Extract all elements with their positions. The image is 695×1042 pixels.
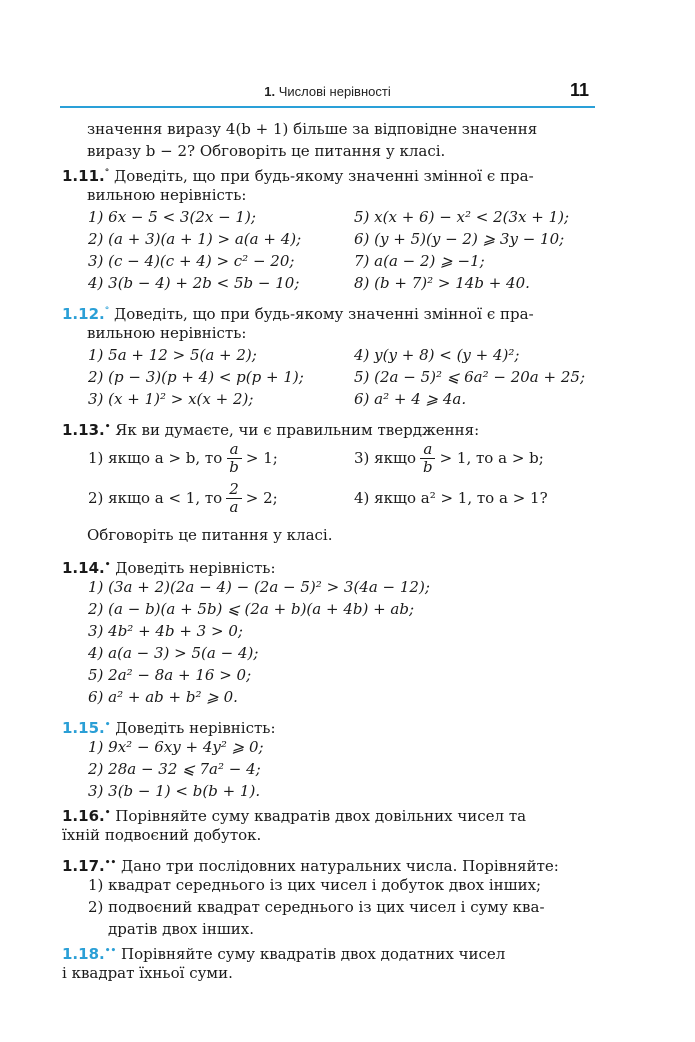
item: 6) a² + ab + b² ⩾ 0. (88, 688, 238, 706)
exercise-1-12-row (62, 366, 596, 388)
exercise-1-11-row (62, 250, 596, 272)
item: 2) 28a − 32 ⩽ 7a² − 4; (88, 760, 261, 778)
section-number: 1. (264, 84, 276, 99)
item: 4) 3(b − 4) + 2b < 5b − 10; (88, 274, 300, 292)
item: 4) y(y + 8) < (y + 4)²; (354, 346, 520, 364)
exercise-1-11-row (62, 272, 596, 294)
item: 4) якщо a² > 1, то a > 1? (354, 489, 548, 507)
fraction: $\frac{2}{a}$ (226, 481, 242, 516)
item: 4) a(a − 3) > 5(a − 4); (88, 644, 259, 662)
exercise-text: Доведіть нерівність: (115, 559, 276, 577)
item: 6) a² + 4 ⩾ 4a. (354, 390, 467, 408)
page-number: 11 (569, 80, 589, 100)
item: 3) 4b² + 4b + 3 > 0; (88, 622, 243, 640)
item: 1) якщо a > b, то $\frac{a}{b}$ > 1; (88, 439, 278, 476)
item: 1) 9x² − 6xy + 4y² ⩾ 0; (88, 738, 264, 756)
exercise-1-11-heading (62, 162, 596, 184)
exercise-number: 1.14.• (62, 559, 111, 577)
exercise-number: 1.12.° (62, 305, 110, 323)
item: 6) (y + 5)(y − 2) ⩾ 3y − 10; (354, 230, 565, 248)
item: 2) (a + 3)(a + 1) > a(a + 4); (88, 230, 302, 248)
item: 5) (2a − 5)² ⩽ 6a² − 20a + 25; (354, 368, 585, 386)
item: 7) a(a − 2) ⩾ −1; (354, 252, 485, 270)
item: 3) (c − 4)(c + 4) > c² − 20; (88, 252, 295, 270)
exercise-1-13-heading (62, 416, 596, 438)
exercise-number: 1.16.• (62, 807, 111, 825)
page-content (62, 118, 596, 984)
fraction: $\frac{a}{b}$ (226, 441, 242, 476)
item: 1) 6x − 5 < 3(2x − 1); (88, 208, 256, 226)
exercise-1-15-heading (62, 714, 596, 736)
header-rule (60, 106, 595, 108)
exercise-text: Дано три послідовних натуральних числа. Порівняйте: (121, 857, 559, 875)
exercise-text: Порівняйте суму квадратів двох додатних чисел (121, 945, 506, 963)
exercise-1-13-row (62, 438, 596, 478)
item: 5) x(x + 6) − x² < 2(3x + 1); (354, 208, 570, 226)
exercise-1-16-heading (62, 802, 596, 824)
exercise-1-12-row (62, 344, 596, 366)
intro-line-1: значення виразу 4(b + 1) більше за відповідне значення (87, 120, 538, 138)
exercise-text-cont: вильною нерівність: (87, 324, 247, 342)
exercise-1-12-row (62, 388, 596, 410)
exercise-number: 1.15.• (62, 719, 111, 737)
exercise-1-13-outro: Обговоріть це питання у класі. (87, 526, 333, 544)
exercise-1-11-row (62, 206, 596, 228)
exercise-1-17-heading (62, 852, 596, 874)
fraction: $\frac{a}{b}$ (420, 441, 436, 476)
exercise-1-12-heading (62, 300, 596, 322)
exercise-text-cont: їхній подвоєний добуток. (62, 826, 262, 844)
exercise-1-18-heading (62, 940, 596, 962)
exercise-text: Доведіть, що при будь-якому значенні змінної є пра- (114, 167, 534, 185)
item: 1) квадрат середнього із цих чисел і добуток двох інших; (88, 876, 542, 894)
exercise-1-14-heading (62, 554, 596, 576)
item: 2) подвоєний квадрат середнього із цих чисел і суму ква- (88, 898, 545, 916)
item: 2) (a − b)(a + 5b) ⩽ (2a + b)(a + 4b) + ab; (88, 600, 415, 618)
item: 3) якщо $\frac{a}{b}$ > 1, то a > b; (354, 439, 544, 476)
exercise-number: 1.17.•• (62, 857, 117, 875)
item: 1) (3a + 2)(2a − 4) − (2a − 5)² > 3(4a − 12); (88, 578, 430, 596)
section-title-text: Числові нерівності (278, 84, 391, 99)
item: 1) 5a + 12 > 5(a + 2); (88, 346, 257, 364)
exercise-text: Доведіть нерівність: (115, 719, 276, 737)
exercise-number: 1.18.•• (62, 945, 117, 963)
item: 2) (p − 3)(p + 4) < p(p + 1); (88, 368, 304, 386)
exercise-text-cont: і квадрат їхньої суми. (62, 964, 233, 982)
item: 8) (b + 7)² > 14b + 40. (354, 274, 530, 292)
exercise-text-cont: вильною нерівність: (87, 186, 247, 204)
exercise-text: Порівняйте суму квадратів двох довільних чисел та (115, 807, 527, 825)
intro-line-2: виразу b − 2? Обговоріть це питання у класі. (87, 142, 446, 160)
exercise-text: Доведіть, що при будь-якому значенні змінної є пра- (114, 305, 534, 323)
item: 2) якщо a < 1, то $\frac{2}{a}$ > 2; (88, 479, 278, 516)
item-cont: дратів двох інших. (108, 920, 254, 938)
item: 3) (x + 1)² > x(x + 2); (88, 390, 254, 408)
item: 5) 2a² − 8a + 16 > 0; (88, 666, 252, 684)
page-header (60, 78, 595, 108)
exercise-number: 1.13.• (62, 421, 111, 439)
exercise-1-13-row (62, 478, 596, 518)
exercise-text: Як ви думаєте, чи є правильним твердження: (115, 421, 480, 439)
item: 3) 3(b − 1) < b(b + 1). (88, 782, 261, 800)
exercise-1-11-row (62, 228, 596, 250)
section-title (60, 84, 595, 99)
exercise-number: 1.11.° (62, 167, 110, 185)
